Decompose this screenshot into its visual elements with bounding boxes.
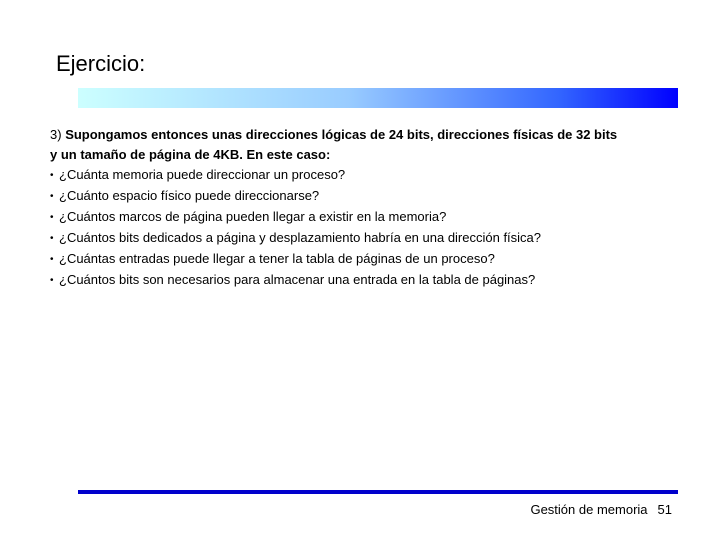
question-text: ¿Cuánto espacio físico puede direccionarse?	[59, 188, 320, 203]
question-item	[50, 228, 690, 249]
slide-footer	[530, 501, 672, 519]
exercise-number: 3)	[50, 127, 62, 142]
question-text: ¿Cuántos bits son necesarios para almacenar una entrada en la tabla de páginas?	[59, 272, 536, 287]
page-number: 51	[657, 502, 672, 517]
bullet-icon: •	[50, 170, 54, 181]
question-item	[50, 249, 690, 270]
exercise-body	[50, 125, 690, 291]
question-item	[50, 207, 690, 228]
question-item	[50, 186, 690, 207]
bullet-icon: •	[50, 212, 54, 223]
slide-title: Ejercicio:	[56, 51, 146, 76]
bullet-icon: •	[50, 233, 54, 244]
title-gradient-bar	[78, 88, 678, 108]
exercise-intro	[50, 125, 690, 165]
question-item	[50, 270, 690, 291]
question-text: ¿Cuántas entradas puede llegar a tener la tabla de páginas de un proceso?	[59, 251, 495, 266]
question-item	[50, 165, 690, 186]
footer-topic: Gestión de memoria	[530, 502, 648, 517]
question-text: ¿Cuántos marcos de página pueden llegar a existir en la memoria?	[59, 209, 447, 224]
question-text: ¿Cuánta memoria puede direccionar un proceso?	[59, 167, 346, 182]
exercise-intro-line1: Supongamos entonces unas direcciones lógicas de 24 bits, direcciones físicas de 32 bits	[65, 127, 618, 142]
bullet-icon: •	[50, 275, 54, 286]
exercise-intro-line2: y un tamaño de página de 4KB. En este caso:	[50, 147, 331, 162]
footer-divider	[78, 490, 678, 494]
question-text: ¿Cuántos bits dedicados a página y desplazamiento habría en una dirección física?	[59, 230, 542, 245]
bullet-icon: •	[50, 191, 54, 202]
bullet-icon: •	[50, 254, 54, 265]
